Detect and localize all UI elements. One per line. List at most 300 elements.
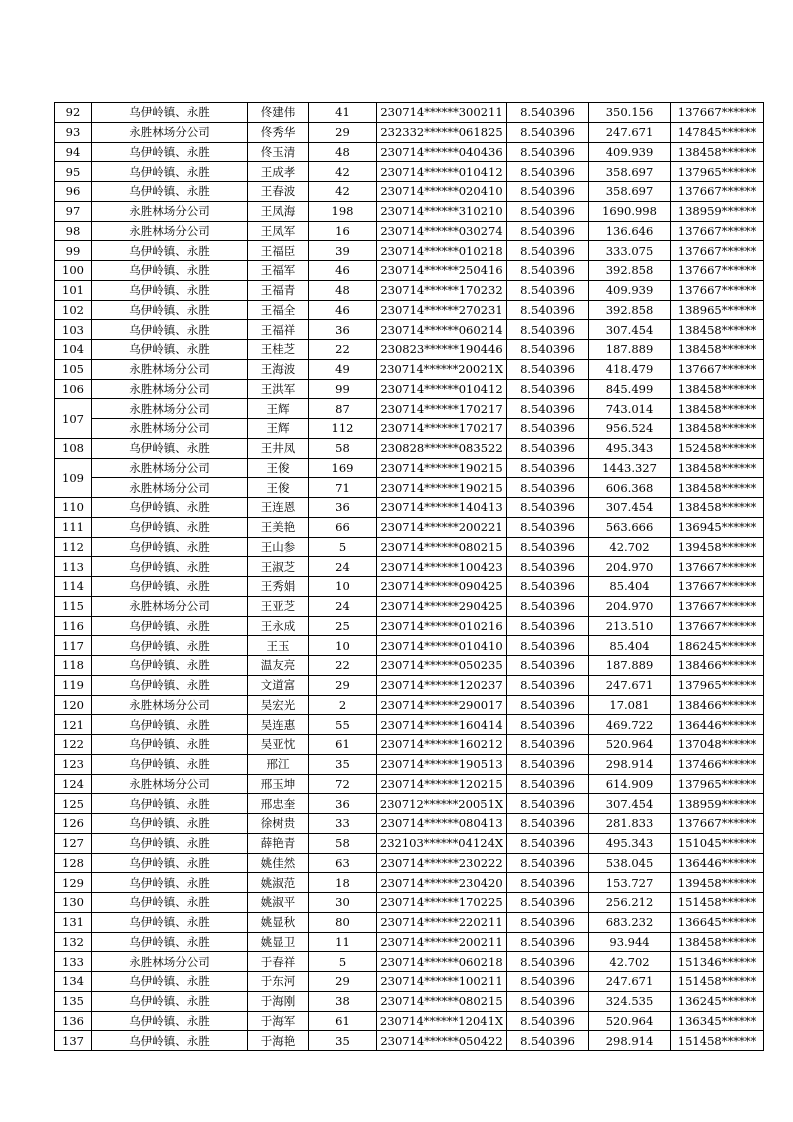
- cell-name: 王春波: [248, 182, 309, 202]
- cell-serial-number: 112: [55, 537, 92, 557]
- table-row: [55, 636, 764, 656]
- cell-area: 66: [309, 517, 377, 537]
- cell-rate: 8.540396: [507, 438, 589, 458]
- cell-rate: 8.540396: [507, 616, 589, 636]
- table-row: [55, 419, 764, 439]
- cell-amount: 42.702: [589, 952, 671, 972]
- cell-address: 乌伊岭镇、永胜: [92, 972, 248, 992]
- table-row: [55, 359, 764, 379]
- cell-rate: 8.540396: [507, 182, 589, 202]
- cell-amount: 520.964: [589, 735, 671, 755]
- cell-area: 169: [309, 458, 377, 478]
- cell-rate: 8.540396: [507, 873, 589, 893]
- cell-amount: 350.156: [589, 103, 671, 123]
- table-row: [55, 122, 764, 142]
- cell-phone: 137667******: [671, 359, 764, 379]
- cell-phone: 137965******: [671, 675, 764, 695]
- table-row: [55, 893, 764, 913]
- cell-area: 24: [309, 596, 377, 616]
- cell-area: 46: [309, 300, 377, 320]
- cell-address: 永胜林场分公司: [92, 201, 248, 221]
- cell-name: 徐树贵: [248, 814, 309, 834]
- cell-rate: 8.540396: [507, 379, 589, 399]
- cell-amount: 409.939: [589, 142, 671, 162]
- cell-phone: 137048******: [671, 735, 764, 755]
- cell-phone: 139458******: [671, 873, 764, 893]
- cell-id-number: 230714******290017: [377, 695, 507, 715]
- cell-rate: 8.540396: [507, 991, 589, 1011]
- cell-serial-number: 122: [55, 735, 92, 755]
- cell-name: 王福祥: [248, 320, 309, 340]
- cell-name: 姚显卫: [248, 932, 309, 952]
- cell-amount: 469.722: [589, 715, 671, 735]
- cell-phone: 137965******: [671, 162, 764, 182]
- cell-amount: 606.368: [589, 478, 671, 498]
- cell-rate: 8.540396: [507, 557, 589, 577]
- cell-area: 38: [309, 991, 377, 1011]
- cell-phone: 138458******: [671, 320, 764, 340]
- cell-address: 乌伊岭镇、永胜: [92, 340, 248, 360]
- cell-address: 乌伊岭镇、永胜: [92, 261, 248, 281]
- cell-area: 36: [309, 320, 377, 340]
- cell-serial-number: 111: [55, 517, 92, 537]
- cell-name: 邢忠奎: [248, 794, 309, 814]
- cell-name: 王福青: [248, 280, 309, 300]
- cell-serial-number: 125: [55, 794, 92, 814]
- cell-phone: 152458******: [671, 438, 764, 458]
- cell-area: 10: [309, 636, 377, 656]
- cell-id-number: 230714******090425: [377, 577, 507, 597]
- cell-phone: 138458******: [671, 458, 764, 478]
- cell-area: 48: [309, 142, 377, 162]
- cell-phone: 151458******: [671, 893, 764, 913]
- table-row: [55, 537, 764, 557]
- cell-id-number: 230714******12041X: [377, 1011, 507, 1031]
- cell-rate: 8.540396: [507, 221, 589, 241]
- table-row: [55, 1011, 764, 1031]
- table-row: [55, 458, 764, 478]
- cell-phone: 137667******: [671, 577, 764, 597]
- cell-id-number: 230714******230222: [377, 853, 507, 873]
- cell-amount: 204.970: [589, 596, 671, 616]
- cell-serial-number: 128: [55, 853, 92, 873]
- cell-id-number: 230714******170225: [377, 893, 507, 913]
- cell-phone: 151458******: [671, 972, 764, 992]
- cell-area: 18: [309, 873, 377, 893]
- cell-address: 乌伊岭镇、永胜: [92, 517, 248, 537]
- cell-name: 王海波: [248, 359, 309, 379]
- cell-id-number: 230714******040436: [377, 142, 507, 162]
- cell-id-number: 230714******010218: [377, 241, 507, 261]
- cell-name: 王洪军: [248, 379, 309, 399]
- cell-name: 王亚芝: [248, 596, 309, 616]
- cell-name: 王井凤: [248, 438, 309, 458]
- cell-id-number: 230714******050235: [377, 656, 507, 676]
- cell-phone: 137667******: [671, 261, 764, 281]
- cell-amount: 247.671: [589, 972, 671, 992]
- cell-serial-number: 124: [55, 774, 92, 794]
- cell-id-number: 230828******083522: [377, 438, 507, 458]
- cell-amount: 298.914: [589, 1031, 671, 1051]
- cell-serial-number: 126: [55, 814, 92, 834]
- table-row: [55, 241, 764, 261]
- cell-address: 乌伊岭镇、永胜: [92, 320, 248, 340]
- cell-area: 48: [309, 280, 377, 300]
- table-row: [55, 1031, 764, 1051]
- cell-id-number: 230714******300211: [377, 103, 507, 123]
- cell-address: 永胜林场分公司: [92, 359, 248, 379]
- table-row: [55, 873, 764, 893]
- cell-amount: 17.081: [589, 695, 671, 715]
- cell-id-number: 230714******170217: [377, 399, 507, 419]
- table-row: [55, 498, 764, 518]
- data-table: [54, 102, 764, 1051]
- table-row: [55, 340, 764, 360]
- cell-id-number: 230714******010412: [377, 162, 507, 182]
- table-row: [55, 261, 764, 281]
- cell-phone: 137667******: [671, 557, 764, 577]
- cell-rate: 8.540396: [507, 893, 589, 913]
- cell-phone: 138959******: [671, 794, 764, 814]
- cell-rate: 8.540396: [507, 656, 589, 676]
- cell-amount: 85.404: [589, 577, 671, 597]
- cell-amount: 307.454: [589, 498, 671, 518]
- cell-address: 乌伊岭镇、永胜: [92, 241, 248, 261]
- cell-name: 佟玉清: [248, 142, 309, 162]
- cell-rate: 8.540396: [507, 537, 589, 557]
- cell-name: 王俊: [248, 458, 309, 478]
- cell-rate: 8.540396: [507, 340, 589, 360]
- cell-area: 33: [309, 814, 377, 834]
- table-row: [55, 517, 764, 537]
- cell-address: 乌伊岭镇、永胜: [92, 715, 248, 735]
- cell-amount: 956.524: [589, 419, 671, 439]
- cell-area: 55: [309, 715, 377, 735]
- cell-phone: 136645******: [671, 912, 764, 932]
- cell-phone: 139458******: [671, 537, 764, 557]
- cell-serial-number: 103: [55, 320, 92, 340]
- cell-serial-number: 110: [55, 498, 92, 518]
- cell-address: 乌伊岭镇、永胜: [92, 438, 248, 458]
- cell-area: 22: [309, 340, 377, 360]
- cell-rate: 8.540396: [507, 162, 589, 182]
- cell-phone: 138458******: [671, 478, 764, 498]
- cell-address: 乌伊岭镇、永胜: [92, 991, 248, 1011]
- cell-area: 49: [309, 359, 377, 379]
- cell-name: 吴宏光: [248, 695, 309, 715]
- cell-name: 姚淑范: [248, 873, 309, 893]
- cell-serial-number: 102: [55, 300, 92, 320]
- cell-rate: 8.540396: [507, 142, 589, 162]
- cell-rate: 8.540396: [507, 1031, 589, 1051]
- cell-rate: 8.540396: [507, 636, 589, 656]
- cell-address: 乌伊岭镇、永胜: [92, 1031, 248, 1051]
- cell-serial-number: 101: [55, 280, 92, 300]
- cell-area: 36: [309, 794, 377, 814]
- cell-name: 王山参: [248, 537, 309, 557]
- cell-serial-number: 131: [55, 912, 92, 932]
- cell-id-number: 230714******170217: [377, 419, 507, 439]
- cell-serial-number: 108: [55, 438, 92, 458]
- cell-id-number: 230714******20021X: [377, 359, 507, 379]
- cell-phone: 137466******: [671, 754, 764, 774]
- cell-address: 永胜林场分公司: [92, 379, 248, 399]
- table-row: [55, 794, 764, 814]
- cell-amount: 520.964: [589, 1011, 671, 1031]
- cell-name: 薛艳青: [248, 833, 309, 853]
- cell-name: 邢玉坤: [248, 774, 309, 794]
- table-row: [55, 399, 764, 419]
- cell-serial-number: 115: [55, 596, 92, 616]
- cell-name: 王俊: [248, 478, 309, 498]
- cell-name: 王福臣: [248, 241, 309, 261]
- cell-rate: 8.540396: [507, 399, 589, 419]
- cell-area: 5: [309, 537, 377, 557]
- cell-rate: 8.540396: [507, 952, 589, 972]
- cell-name: 王凤海: [248, 201, 309, 221]
- cell-rate: 8.540396: [507, 1011, 589, 1031]
- cell-name: 佟秀华: [248, 122, 309, 142]
- cell-serial-number: 121: [55, 715, 92, 735]
- cell-address: 乌伊岭镇、永胜: [92, 103, 248, 123]
- cell-rate: 8.540396: [507, 517, 589, 537]
- cell-address: 乌伊岭镇、永胜: [92, 577, 248, 597]
- cell-address: 乌伊岭镇、永胜: [92, 636, 248, 656]
- table-row: [55, 300, 764, 320]
- cell-rate: 8.540396: [507, 320, 589, 340]
- cell-rate: 8.540396: [507, 735, 589, 755]
- table-row: [55, 952, 764, 972]
- cell-rate: 8.540396: [507, 359, 589, 379]
- cell-serial-number: 117: [55, 636, 92, 656]
- cell-id-number: 230714******230420: [377, 873, 507, 893]
- cell-address: 永胜林场分公司: [92, 122, 248, 142]
- cell-area: 61: [309, 1011, 377, 1031]
- cell-rate: 8.540396: [507, 754, 589, 774]
- cell-amount: 187.889: [589, 340, 671, 360]
- cell-id-number: 230714******170232: [377, 280, 507, 300]
- cell-address: 乌伊岭镇、永胜: [92, 912, 248, 932]
- cell-name: 吴亚忱: [248, 735, 309, 755]
- cell-amount: 298.914: [589, 754, 671, 774]
- cell-amount: 1690.998: [589, 201, 671, 221]
- cell-id-number: 230714******080215: [377, 991, 507, 1011]
- cell-address: 乌伊岭镇、永胜: [92, 735, 248, 755]
- cell-address: 乌伊岭镇、永胜: [92, 537, 248, 557]
- cell-amount: 418.479: [589, 359, 671, 379]
- cell-name: 王桂芝: [248, 340, 309, 360]
- cell-rate: 8.540396: [507, 715, 589, 735]
- cell-area: 80: [309, 912, 377, 932]
- cell-phone: 186245******: [671, 636, 764, 656]
- cell-address: 乌伊岭镇、永胜: [92, 182, 248, 202]
- cell-address: 永胜林场分公司: [92, 596, 248, 616]
- cell-area: 72: [309, 774, 377, 794]
- cell-phone: 151458******: [671, 1031, 764, 1051]
- cell-phone: 137667******: [671, 221, 764, 241]
- cell-amount: 392.858: [589, 300, 671, 320]
- cell-amount: 153.727: [589, 873, 671, 893]
- cell-area: 29: [309, 675, 377, 695]
- cell-area: 61: [309, 735, 377, 755]
- table-row: [55, 162, 764, 182]
- cell-name: 姚佳然: [248, 853, 309, 873]
- cell-address: 乌伊岭镇、永胜: [92, 557, 248, 577]
- cell-phone: 138458******: [671, 379, 764, 399]
- cell-id-number: 230714******190513: [377, 754, 507, 774]
- cell-serial-number: 137: [55, 1031, 92, 1051]
- table-row: [55, 754, 764, 774]
- cell-amount: 93.944: [589, 932, 671, 952]
- cell-phone: 136245******: [671, 991, 764, 1011]
- cell-id-number: 230714******160212: [377, 735, 507, 755]
- cell-id-number: 230714******120215: [377, 774, 507, 794]
- table-row: [55, 616, 764, 636]
- cell-amount: 256.212: [589, 893, 671, 913]
- cell-serial-number: 93: [55, 122, 92, 142]
- cell-name: 姚淑平: [248, 893, 309, 913]
- cell-rate: 8.540396: [507, 794, 589, 814]
- cell-serial-number: 118: [55, 656, 92, 676]
- cell-amount: 136.646: [589, 221, 671, 241]
- cell-rate: 8.540396: [507, 912, 589, 932]
- cell-phone: 138458******: [671, 142, 764, 162]
- cell-amount: 307.454: [589, 794, 671, 814]
- cell-phone: 138458******: [671, 340, 764, 360]
- cell-phone: 136446******: [671, 715, 764, 735]
- cell-id-number: 230714******200221: [377, 517, 507, 537]
- cell-phone: 138959******: [671, 201, 764, 221]
- table-row: [55, 280, 764, 300]
- cell-id-number: 230714******290425: [377, 596, 507, 616]
- table-row: [55, 695, 764, 715]
- table-row: [55, 814, 764, 834]
- table-row: [55, 991, 764, 1011]
- cell-area: 35: [309, 754, 377, 774]
- cell-phone: 137667******: [671, 280, 764, 300]
- cell-amount: 358.697: [589, 182, 671, 202]
- table-body: [55, 103, 764, 1051]
- cell-amount: 247.671: [589, 675, 671, 695]
- cell-address: 永胜林场分公司: [92, 952, 248, 972]
- cell-area: 42: [309, 182, 377, 202]
- cell-serial-number: 96: [55, 182, 92, 202]
- cell-area: 198: [309, 201, 377, 221]
- cell-area: 2: [309, 695, 377, 715]
- table-row: [55, 221, 764, 241]
- cell-amount: 392.858: [589, 261, 671, 281]
- cell-amount: 1443.327: [589, 458, 671, 478]
- cell-rate: 8.540396: [507, 419, 589, 439]
- cell-id-number: 230714******010412: [377, 379, 507, 399]
- table-row: [55, 833, 764, 853]
- cell-address: 乌伊岭镇、永胜: [92, 833, 248, 853]
- cell-amount: 247.671: [589, 122, 671, 142]
- table-row: [55, 853, 764, 873]
- cell-id-number: 230714******220211: [377, 912, 507, 932]
- table-row: [55, 182, 764, 202]
- cell-rate: 8.540396: [507, 596, 589, 616]
- cell-name: 王成孝: [248, 162, 309, 182]
- table-row: [55, 735, 764, 755]
- cell-rate: 8.540396: [507, 201, 589, 221]
- cell-rate: 8.540396: [507, 280, 589, 300]
- cell-id-number: 230714******080413: [377, 814, 507, 834]
- cell-name: 王辉: [248, 419, 309, 439]
- cell-address: 永胜林场分公司: [92, 478, 248, 498]
- cell-address: 乌伊岭镇、永胜: [92, 754, 248, 774]
- cell-name: 于海刚: [248, 991, 309, 1011]
- cell-serial-number: 120: [55, 695, 92, 715]
- cell-serial-number: 107: [55, 399, 92, 439]
- cell-area: 25: [309, 616, 377, 636]
- cell-id-number: 230714******080215: [377, 537, 507, 557]
- cell-serial-number: 97: [55, 201, 92, 221]
- cell-name: 王连恩: [248, 498, 309, 518]
- cell-rate: 8.540396: [507, 853, 589, 873]
- cell-serial-number: 127: [55, 833, 92, 853]
- cell-id-number: 230714******030274: [377, 221, 507, 241]
- cell-area: 36: [309, 498, 377, 518]
- cell-name: 王福全: [248, 300, 309, 320]
- cell-id-number: 230714******060218: [377, 952, 507, 972]
- cell-phone: 136345******: [671, 1011, 764, 1031]
- cell-id-number: 230714******010216: [377, 616, 507, 636]
- cell-id-number: 230714******190215: [377, 458, 507, 478]
- cell-phone: 138458******: [671, 399, 764, 419]
- cell-amount: 42.702: [589, 537, 671, 557]
- cell-amount: 213.510: [589, 616, 671, 636]
- cell-area: 30: [309, 893, 377, 913]
- cell-phone: 137667******: [671, 103, 764, 123]
- cell-address: 乌伊岭镇、永胜: [92, 932, 248, 952]
- cell-id-number: 230714******020410: [377, 182, 507, 202]
- cell-address: 乌伊岭镇、永胜: [92, 853, 248, 873]
- cell-name: 王凤军: [248, 221, 309, 241]
- cell-area: 99: [309, 379, 377, 399]
- cell-area: 16: [309, 221, 377, 241]
- cell-name: 温友亮: [248, 656, 309, 676]
- cell-address: 乌伊岭镇、永胜: [92, 616, 248, 636]
- cell-area: 71: [309, 478, 377, 498]
- cell-name: 王福军: [248, 261, 309, 281]
- cell-rate: 8.540396: [507, 122, 589, 142]
- cell-id-number: 230714******060214: [377, 320, 507, 340]
- cell-phone: 138965******: [671, 300, 764, 320]
- cell-name: 于东河: [248, 972, 309, 992]
- cell-rate: 8.540396: [507, 814, 589, 834]
- cell-phone: 151346******: [671, 952, 764, 972]
- cell-id-number: 230714******160414: [377, 715, 507, 735]
- cell-amount: 683.232: [589, 912, 671, 932]
- cell-amount: 85.404: [589, 636, 671, 656]
- cell-amount: 563.666: [589, 517, 671, 537]
- cell-amount: 187.889: [589, 656, 671, 676]
- cell-serial-number: 129: [55, 873, 92, 893]
- cell-amount: 409.939: [589, 280, 671, 300]
- cell-phone: 137667******: [671, 241, 764, 261]
- cell-rate: 8.540396: [507, 241, 589, 261]
- cell-area: 29: [309, 972, 377, 992]
- cell-phone: 137667******: [671, 814, 764, 834]
- table-row: [55, 379, 764, 399]
- cell-area: 58: [309, 438, 377, 458]
- cell-serial-number: 123: [55, 754, 92, 774]
- table-row: [55, 478, 764, 498]
- cell-id-number: 230714******310210: [377, 201, 507, 221]
- cell-address: 乌伊岭镇、永胜: [92, 162, 248, 182]
- cell-address: 乌伊岭镇、永胜: [92, 675, 248, 695]
